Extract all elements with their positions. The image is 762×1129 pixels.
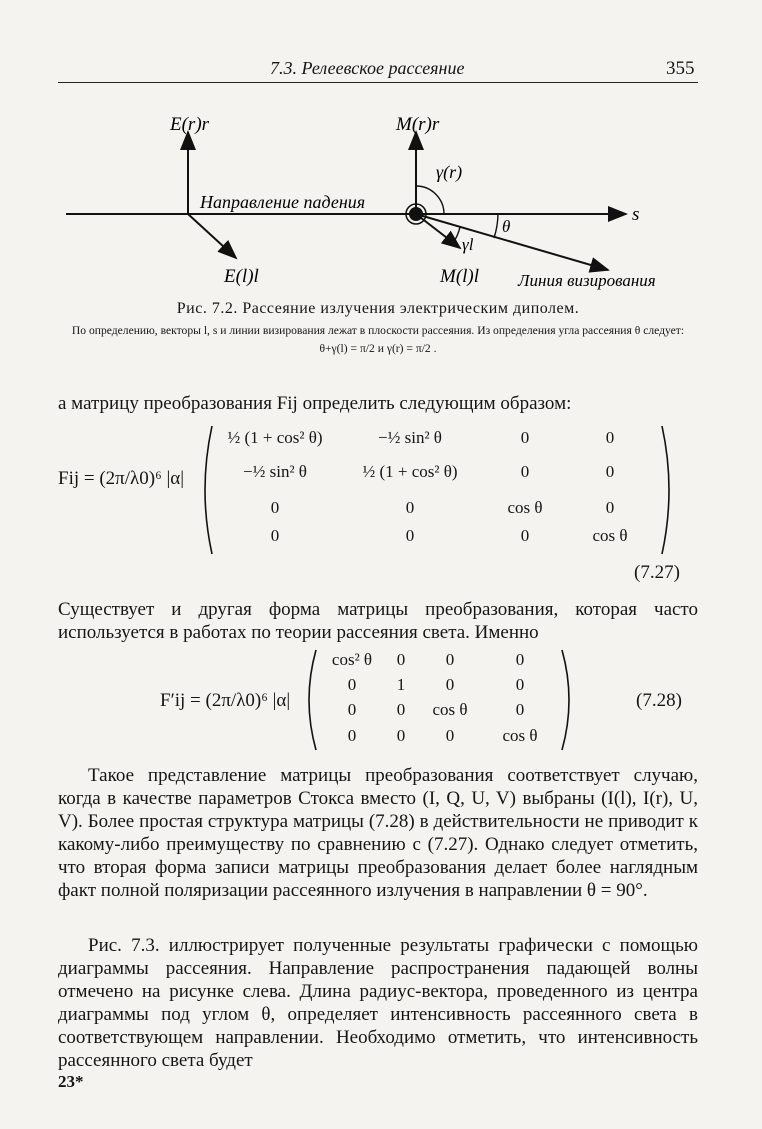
paragraph-intro-728: Существует и другая форма матрицы преобразования, которая часто используется в работах по теории рассеяния света. Именно [58,599,698,643]
dipole-center [409,207,423,221]
m728-r4c3: 0 [445,726,455,745]
e-l-label: E(l)l [224,266,259,287]
eq-727-matrix [210,428,660,554]
m727-r4c1: 0 [270,526,280,545]
m728-r2c4: 0 [515,675,525,694]
m-l-label: M(l)l [440,266,480,287]
m728-r1c3: 0 [445,650,455,669]
m727-r3c2: 0 [405,498,415,517]
m727-r3c4: 0 [605,498,615,517]
m727-r2c3: 0 [520,462,530,481]
m728-r1c2: 0 [396,650,406,669]
m728-r4c1: 0 [347,726,357,745]
theta-label: θ [502,217,511,236]
m728-r1c4: 0 [515,650,525,669]
m728-r1c1: cos² θ [331,650,373,669]
incidence-label: Направление падения [200,192,366,212]
sight-line-label: Линия визирования [518,271,656,290]
m728-r3c4: 0 [515,700,525,719]
e-l-vector [188,214,236,258]
paragraph-fig73: Рис. 7.3. иллюстрирует полученные результаты графически с помощью диаграммы рассеяния. Направление распространения падающей волны отмечено на рисунке слева. Длина радиус-вектора, проведенного из центра диаграммы под углом θ, определяет интенсивность рассеянного света в соответствующем направлении. Необходимо отметить, что интенсивность рассеянного света будет [58,935,698,1071]
m727-r3c1: 0 [270,498,280,517]
header-rule [58,82,698,83]
eq-728-number: (7.28) [636,690,682,711]
gamma-l-arc [453,227,460,243]
paragraph-stokes: Такое представление матрицы преобразования соответствует случаю, когда в качестве параметров Стокса вместо (I, Q, U, V) выбраны (I(l), I(r), U, V). Более простая структура матрицы (7.28) в действительности не приводит к какому-либо преимуществу по сравнению с (7.27). Однако следует отметить, что вторая форма записи матрицы преобразования делает более наглядным факт полной поляризации рассеянного излучения в направлении θ = 90°. [58,765,698,901]
e-r-label: E(r)r [170,114,210,135]
m727-r4c2: 0 [405,526,415,545]
m727-r1c3: 0 [520,428,530,447]
s-label: s [632,204,640,225]
sight-line [416,214,608,270]
figure-caption-body: По определению, векторы l, s и линии визирования лежат в плоскости рассеяния. Из определения угла рассеяния θ следует: θ+γ(l) = π/2 и γ(r) = π/2 . [71,324,685,355]
gamma-l-label: γl [462,235,474,254]
m728-r4c4: cos θ [502,726,538,745]
figure-caption-title: Рис. 7.2. Рассеяние излучения электрическим диполем. [176,300,580,317]
m728-r3c1: 0 [347,700,357,719]
eq-728-matrix [318,650,568,750]
m727-r1c2: −½ sin² θ [378,428,442,447]
eq-727-number: (7.27) [634,562,680,583]
m728-r2c2: 1 [396,675,406,694]
m727-r2c2: ½ (1 + cos² θ) [362,462,458,481]
eq-727-lhs: Fij = (2π/λ0)⁶ |α| [58,468,185,489]
gamma-r-label: γ(r) [436,162,463,182]
m727-r2c1: −½ sin² θ [243,462,307,481]
m-r-label: M(r)r [396,114,440,135]
m728-r3c3: cos θ [432,700,468,719]
m728-r4c2: 0 [396,726,406,745]
m727-r1c1: ½ (1 + cos² θ) [227,428,323,447]
m728-r2c1: 0 [347,675,357,694]
m728-r2c3: 0 [445,675,455,694]
m727-r2c4: 0 [605,462,615,481]
dipole-scattering-figure [58,98,698,293]
printer-signature: 23* [58,1072,84,1091]
m728-r3c2: 0 [396,700,406,719]
page-number: 355 [666,58,695,79]
m727-r1c4: 0 [605,428,615,447]
theta-arc [494,214,498,238]
m727-r3c3: cos θ [507,498,543,517]
paragraph-intro-727: а матрицу преобразования Fij определить следующим образом: [58,393,572,414]
running-title: 7.3. Релеевское рассеяние [270,58,465,78]
eq-728-lhs: F′ij = (2π/λ0)⁶ |α| [160,690,291,711]
m727-r4c4: cos θ [592,526,628,545]
m727-r4c3: 0 [520,526,530,545]
